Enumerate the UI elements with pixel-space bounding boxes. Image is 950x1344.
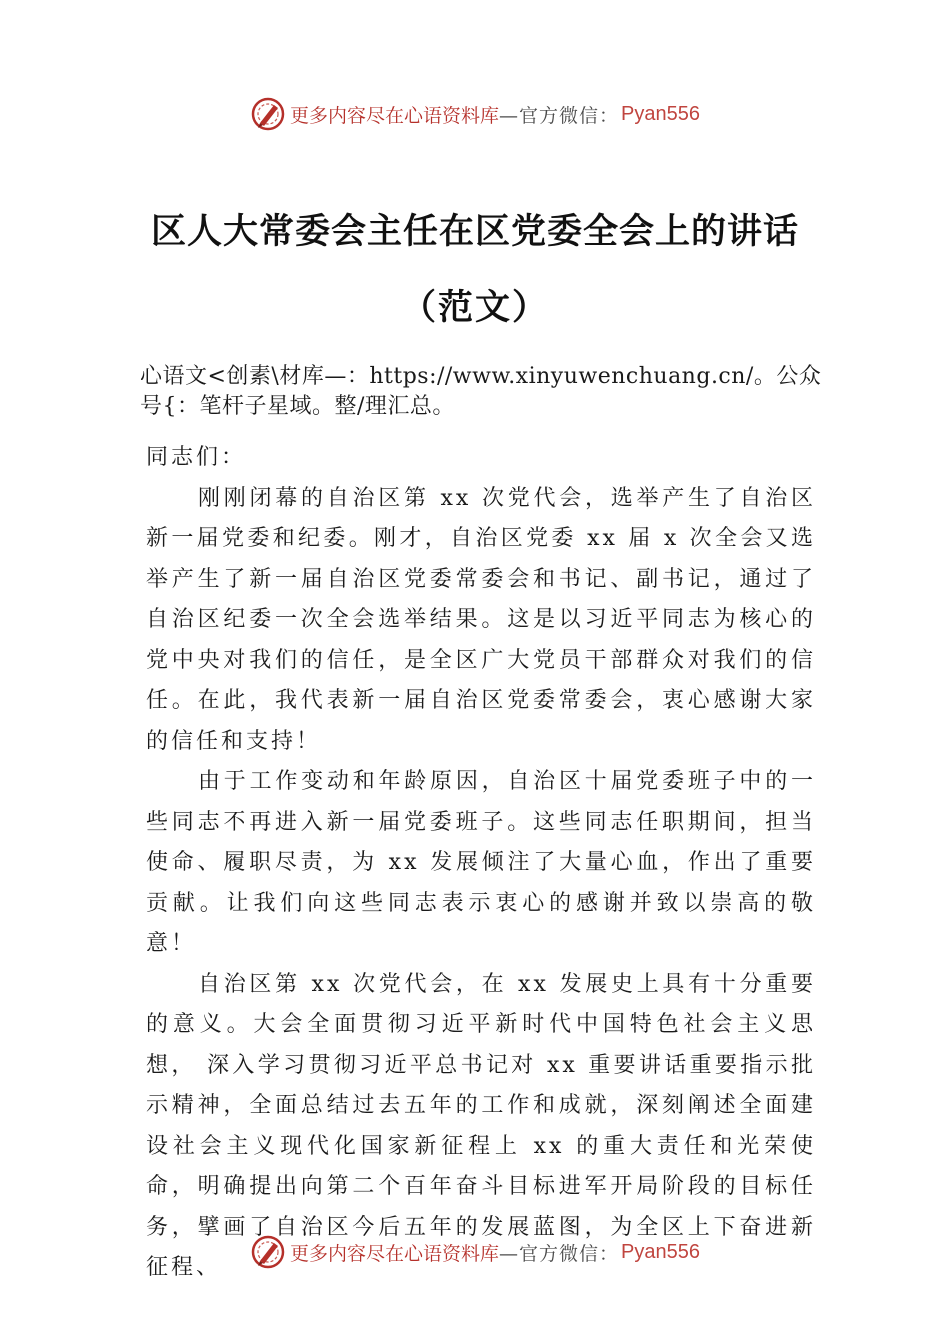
- pen-nib-circle-icon: [250, 96, 286, 132]
- salutation: 同志们：: [146, 445, 247, 470]
- document-body: [146, 438, 816, 1289]
- footer-banner: [0, 1230, 950, 1274]
- banner-brand-text: 更多内容尽在心语资料库: [290, 104, 500, 127]
- document-title: 区人大常委会主任在区党委全会上的讲话: [150, 212, 799, 252]
- banner-brand-text: 更多内容尽在心语资料库: [290, 1242, 500, 1265]
- document-subtitle: （范文）: [400, 288, 549, 328]
- paragraph: 由于工作变动和年龄原因，自治区十届党委班子中的一些同志不再进入新一届党委班子。这些同志任职期间，担当使命、履职尽责，为 xx 发展倾注了大量心血，作出了重要贡献。让我们向这些同志表示衷心的感谢并致以崇高的敬意！: [146, 769, 816, 956]
- banner-official-text: —官方微信：: [499, 104, 620, 127]
- header-banner: [0, 92, 950, 136]
- source-note: 心语文<创素\材库—：https://www.xinyuwenchuang.cn/。公众号{：笔杆子星域。整/理汇总。: [140, 364, 822, 419]
- pen-nib-circle-icon: [250, 1234, 286, 1270]
- banner-wechat-id: Pyan556: [621, 102, 700, 125]
- paragraph: 自治区第 xx 次党代会，在 xx 发展史上具有十分重要的意义。大会全面贯彻习近平新时代中国特色社会主义思想， 深入学习贯彻习近平总书记对 xx 重要讲话重要指示批示精神，全面总结过去五年的工作和成就，深刻阐述全面建设社会主义现代化国家新征程上 xx 的重大责任和光荣使命，明确提出向第二个百年奋斗目标进军开局阶段的目标任务，擘画了自治区今后五年的发展蓝图，为全区上下奋进新征程、: [146, 971, 816, 1280]
- banner-wechat-id: Pyan556: [621, 1240, 700, 1263]
- banner-official-text: —官方微信：: [499, 1242, 620, 1265]
- paragraph: 刚刚闭幕的自治区第 xx 次党代会，选举产生了自治区新一届党委和纪委。刚才，自治区党委 xx 届 x 次全会又选举产生了新一届自治区党委常委会和书记、副书记，通过了自治区纪委一次全会选举结果。这是以习近平同志为核心的党中央对我们的信任，是全区广大党员干部群众对我们的信任。在此，我代表新一届自治区党委常委会，衷心感谢大家的信任和支持！: [146, 485, 816, 754]
